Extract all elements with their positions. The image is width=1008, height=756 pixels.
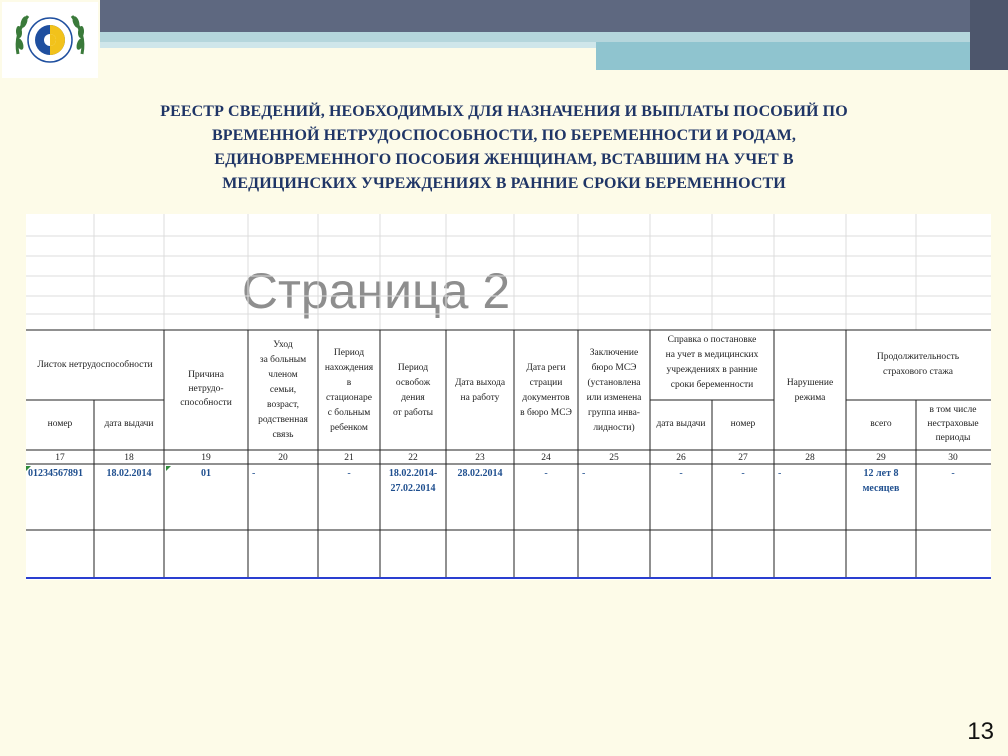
slide-title — [20, 100, 988, 196]
header-ins-nonins: нестраховые — [927, 419, 979, 429]
header-return-date: Дата выхода — [454, 378, 506, 388]
header-mse-conclusion: Заключение — [589, 348, 639, 358]
header-mse-conclusion: (установлена — [587, 378, 641, 388]
header-release: от работы — [392, 408, 434, 418]
header-mse-date: страции — [529, 378, 563, 388]
header-corner-block — [970, 0, 1008, 70]
header-mse-date: документов — [522, 393, 570, 403]
header-mse-conclusion: или изменена — [586, 393, 642, 403]
header-ins-nonins: периоды — [935, 433, 971, 443]
header-violation: режима — [794, 393, 826, 403]
column-number: 25 — [609, 453, 619, 463]
column-number: 17 — [55, 453, 65, 463]
cell-sick-date: 18.02.2014 — [106, 468, 152, 479]
fss-logo-icon — [2, 2, 98, 78]
column-number: 27 — [738, 453, 748, 463]
title-line: РЕЕСТР СВЕДЕНИЙ, НЕОБХОДИМЫХ ДЛЯ НАЗНАЧЕНИЯ И ВЫПЛАТЫ ПОСОБИЙ ПО — [160, 103, 848, 120]
header-band — [100, 0, 1008, 32]
header-early-reg: на учет в медицинских — [665, 350, 759, 360]
header-hospital: стационаре — [326, 393, 372, 403]
header-insurance: Продолжительность — [876, 352, 960, 362]
header-hospital: с больным — [327, 408, 371, 418]
header-early-date: дата выдачи — [656, 419, 706, 429]
header-ins-nonins: в том числе — [929, 405, 977, 415]
header-mse-conclusion: группа инва- — [588, 408, 640, 418]
cell-marker-icon — [166, 466, 171, 471]
header-care: родственная — [258, 415, 308, 425]
header-strip-light — [100, 42, 596, 48]
header-early-reg: Справка о постановке — [667, 335, 757, 345]
header-early-reg: сроки беременности — [670, 380, 754, 390]
header-band-light — [100, 32, 1008, 42]
cell-release-end: 27.02.2014 — [390, 483, 436, 494]
header-cause: способности — [180, 398, 232, 408]
header-care: членом — [268, 370, 298, 380]
column-number: 26 — [676, 453, 686, 463]
column-number: 24 — [541, 453, 551, 463]
column-number: 19 — [201, 453, 211, 463]
cell-cause: 01 — [201, 468, 211, 479]
header-release: Период — [397, 363, 429, 373]
cell-ins-nonins: - — [951, 468, 955, 479]
header-insurance: страхового стажа — [882, 367, 954, 377]
header-cause: Причина — [188, 370, 224, 380]
registry-table — [26, 214, 991, 580]
header-release: освобож — [395, 378, 431, 388]
cell-early-number: - — [741, 468, 745, 479]
title-line: ВРЕМЕННОЙ НЕТРУДОСПОСОБНОСТИ, ПО БЕРЕМЕННОСТИ И РОДАМ, — [212, 127, 796, 144]
header-mse-date: Дата реги — [526, 363, 566, 373]
header-hospital: Период — [333, 348, 365, 358]
header-release: дения — [401, 393, 425, 403]
header-mse-conclusion: бюро МСЭ — [591, 363, 637, 373]
header-ins-total: всего — [870, 419, 892, 429]
cell-release-start: 18.02.2014- — [388, 468, 438, 479]
column-number: 21 — [344, 453, 354, 463]
spreadsheet-view — [26, 214, 991, 580]
header-mse-date: в бюро МСЭ — [520, 408, 572, 418]
column-number: 28 — [805, 453, 815, 463]
cell-ins-total: месяцев — [862, 483, 900, 494]
header-care: возраст, — [267, 400, 299, 410]
header-care: семьи, — [269, 385, 297, 395]
header-strip — [596, 42, 1008, 70]
column-number: 29 — [876, 453, 886, 463]
page-watermark: Страница 2 — [241, 263, 511, 319]
cell-sick-number: 01234567891 — [28, 468, 83, 479]
column-number: 30 — [948, 453, 958, 463]
header-hospital: нахождения — [324, 363, 374, 373]
header-care: связь — [272, 430, 294, 440]
header-sick-number: номер — [47, 419, 73, 429]
page-number: 13 — [967, 718, 994, 745]
column-number: 18 — [124, 453, 134, 463]
title-line: ЕДИНОВРЕМЕННОГО ПОСОБИЯ ЖЕНЩИНАМ, ВСТАВШИМ НА УЧЕТ В — [214, 151, 794, 168]
title-line: МЕДИЦИНСКИХ УЧРЕЖДЕНИЯХ В РАННИЕ СРОКИ БЕРЕМЕННОСТИ — [222, 175, 786, 192]
header-cause: нетрудо- — [188, 384, 224, 394]
header-sick-date: дата выдачи — [104, 419, 154, 429]
cell-early-date: - — [679, 468, 683, 479]
column-number: 23 — [475, 453, 485, 463]
header-violation: Нарушение — [786, 378, 834, 388]
cell-mse-conclusion: - — [582, 468, 586, 479]
header-care: Уход — [273, 340, 293, 350]
header-care: за больным — [259, 355, 307, 365]
cell-violation: - — [778, 468, 782, 479]
header-early-reg: учреждениях в ранние — [666, 365, 758, 375]
column-number: 20 — [278, 453, 288, 463]
cell-hospital: - — [347, 468, 351, 479]
column-number: 22 — [408, 453, 418, 463]
header-hospital: в — [346, 378, 352, 388]
cell-return-date: 28.02.2014 — [457, 468, 503, 479]
cell-ins-total: 12 лет 8 — [863, 468, 899, 479]
header-early-number: номер — [730, 419, 756, 429]
header-mse-conclusion: лидности) — [593, 423, 635, 433]
cell-mse-date: - — [544, 468, 548, 479]
header-return-date: на работу — [460, 393, 500, 403]
header-sick-leave: Листок нетрудоспособности — [37, 360, 153, 370]
cell-care: - — [252, 468, 256, 479]
header-hospital: ребенком — [330, 423, 368, 433]
